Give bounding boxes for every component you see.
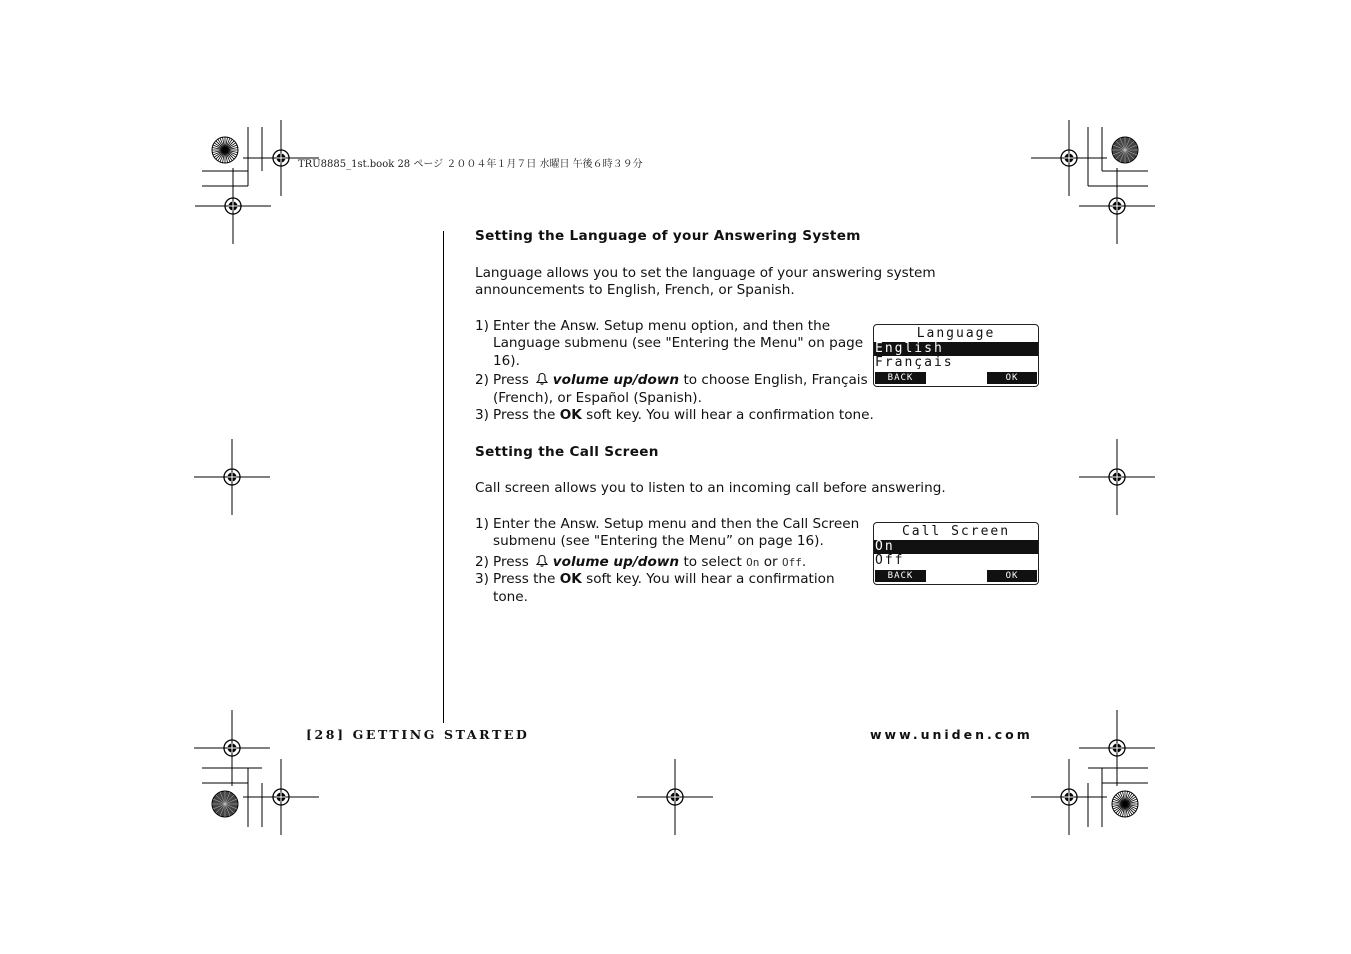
lcd-option-off: Off (875, 553, 905, 568)
language-heading: Setting the Language of your Answering System (475, 228, 861, 244)
bell-icon (535, 372, 549, 386)
call-screen-heading: Setting the Call Screen (475, 443, 659, 460)
step-item: 3) Press the OK soft key. You will hear a confirmation tone. (475, 571, 835, 605)
page-footer-section: [28] GETTING STARTED (306, 727, 530, 742)
registration-crosshair-icon (637, 759, 713, 835)
step-item: 1) Enter the Answ. Setup menu and then the Call Screen submenu (see "Entering the Menu” on page 16). (475, 515, 860, 549)
lcd-option-francais: Français (875, 355, 954, 370)
lcd-option-on: On (874, 540, 1038, 554)
step-item: 3) Press the OK soft key. You will hear a confirmation tone. (475, 407, 874, 423)
language-intro: Language allows you to set the language of your answering system announcements to English, French, or Spanish. (475, 264, 936, 298)
margin-rule (443, 231, 444, 723)
registration-crosshair-icon (1031, 759, 1107, 835)
language-steps (475, 317, 874, 425)
registration-starburst-icon (1112, 791, 1138, 817)
step-item: 2) Press volume up/down to choose English, Français (French), or Español (Spanish). (475, 372, 868, 406)
step-item: 2) Press volume up/down to select On or Off. (475, 553, 807, 570)
bell-icon (535, 554, 549, 568)
registration-starburst-icon (212, 791, 238, 817)
registration-crosshair-icon (1079, 168, 1155, 244)
registration-starburst-icon (1112, 137, 1138, 163)
registration-crosshair-icon (194, 439, 270, 515)
lcd-option-english: English (874, 342, 1038, 356)
step-item: 1) Enter the Answ. Setup menu option, and then the Language submenu (see "Entering the Menu" on page 16). (475, 317, 864, 369)
lcd-softkey-back: BACK (875, 570, 926, 582)
registration-crosshair-icon (243, 759, 319, 835)
page-footer-url: www.uniden.com (870, 727, 1033, 742)
lcd-title: Call Screen (901, 524, 1011, 539)
registration-crosshair-icon (1079, 710, 1155, 786)
registration-starburst-icon (212, 137, 238, 163)
language-lcd-screen (873, 324, 1039, 387)
registration-crosshair-icon (195, 168, 271, 244)
lcd-softkey-back: BACK (875, 372, 926, 384)
call-screen-lcd-screen (873, 522, 1039, 585)
registration-crosshair-icon (194, 710, 270, 786)
lcd-title: Language (916, 326, 996, 341)
lcd-softkey-ok: OK (987, 372, 1037, 384)
call-screen-steps (475, 516, 870, 607)
lcd-softkey-ok: OK (987, 570, 1037, 582)
call-screen-intro: Call screen allows you to listen to an incoming call before answering. (475, 480, 946, 496)
print-job-info: TRU8885_1st.book 28 ページ ２００４年１月７日 水曜日 午後６時３９分 (298, 159, 643, 170)
registration-crosshair-icon (1079, 439, 1155, 515)
registration-crosshair-icon (1031, 120, 1107, 196)
